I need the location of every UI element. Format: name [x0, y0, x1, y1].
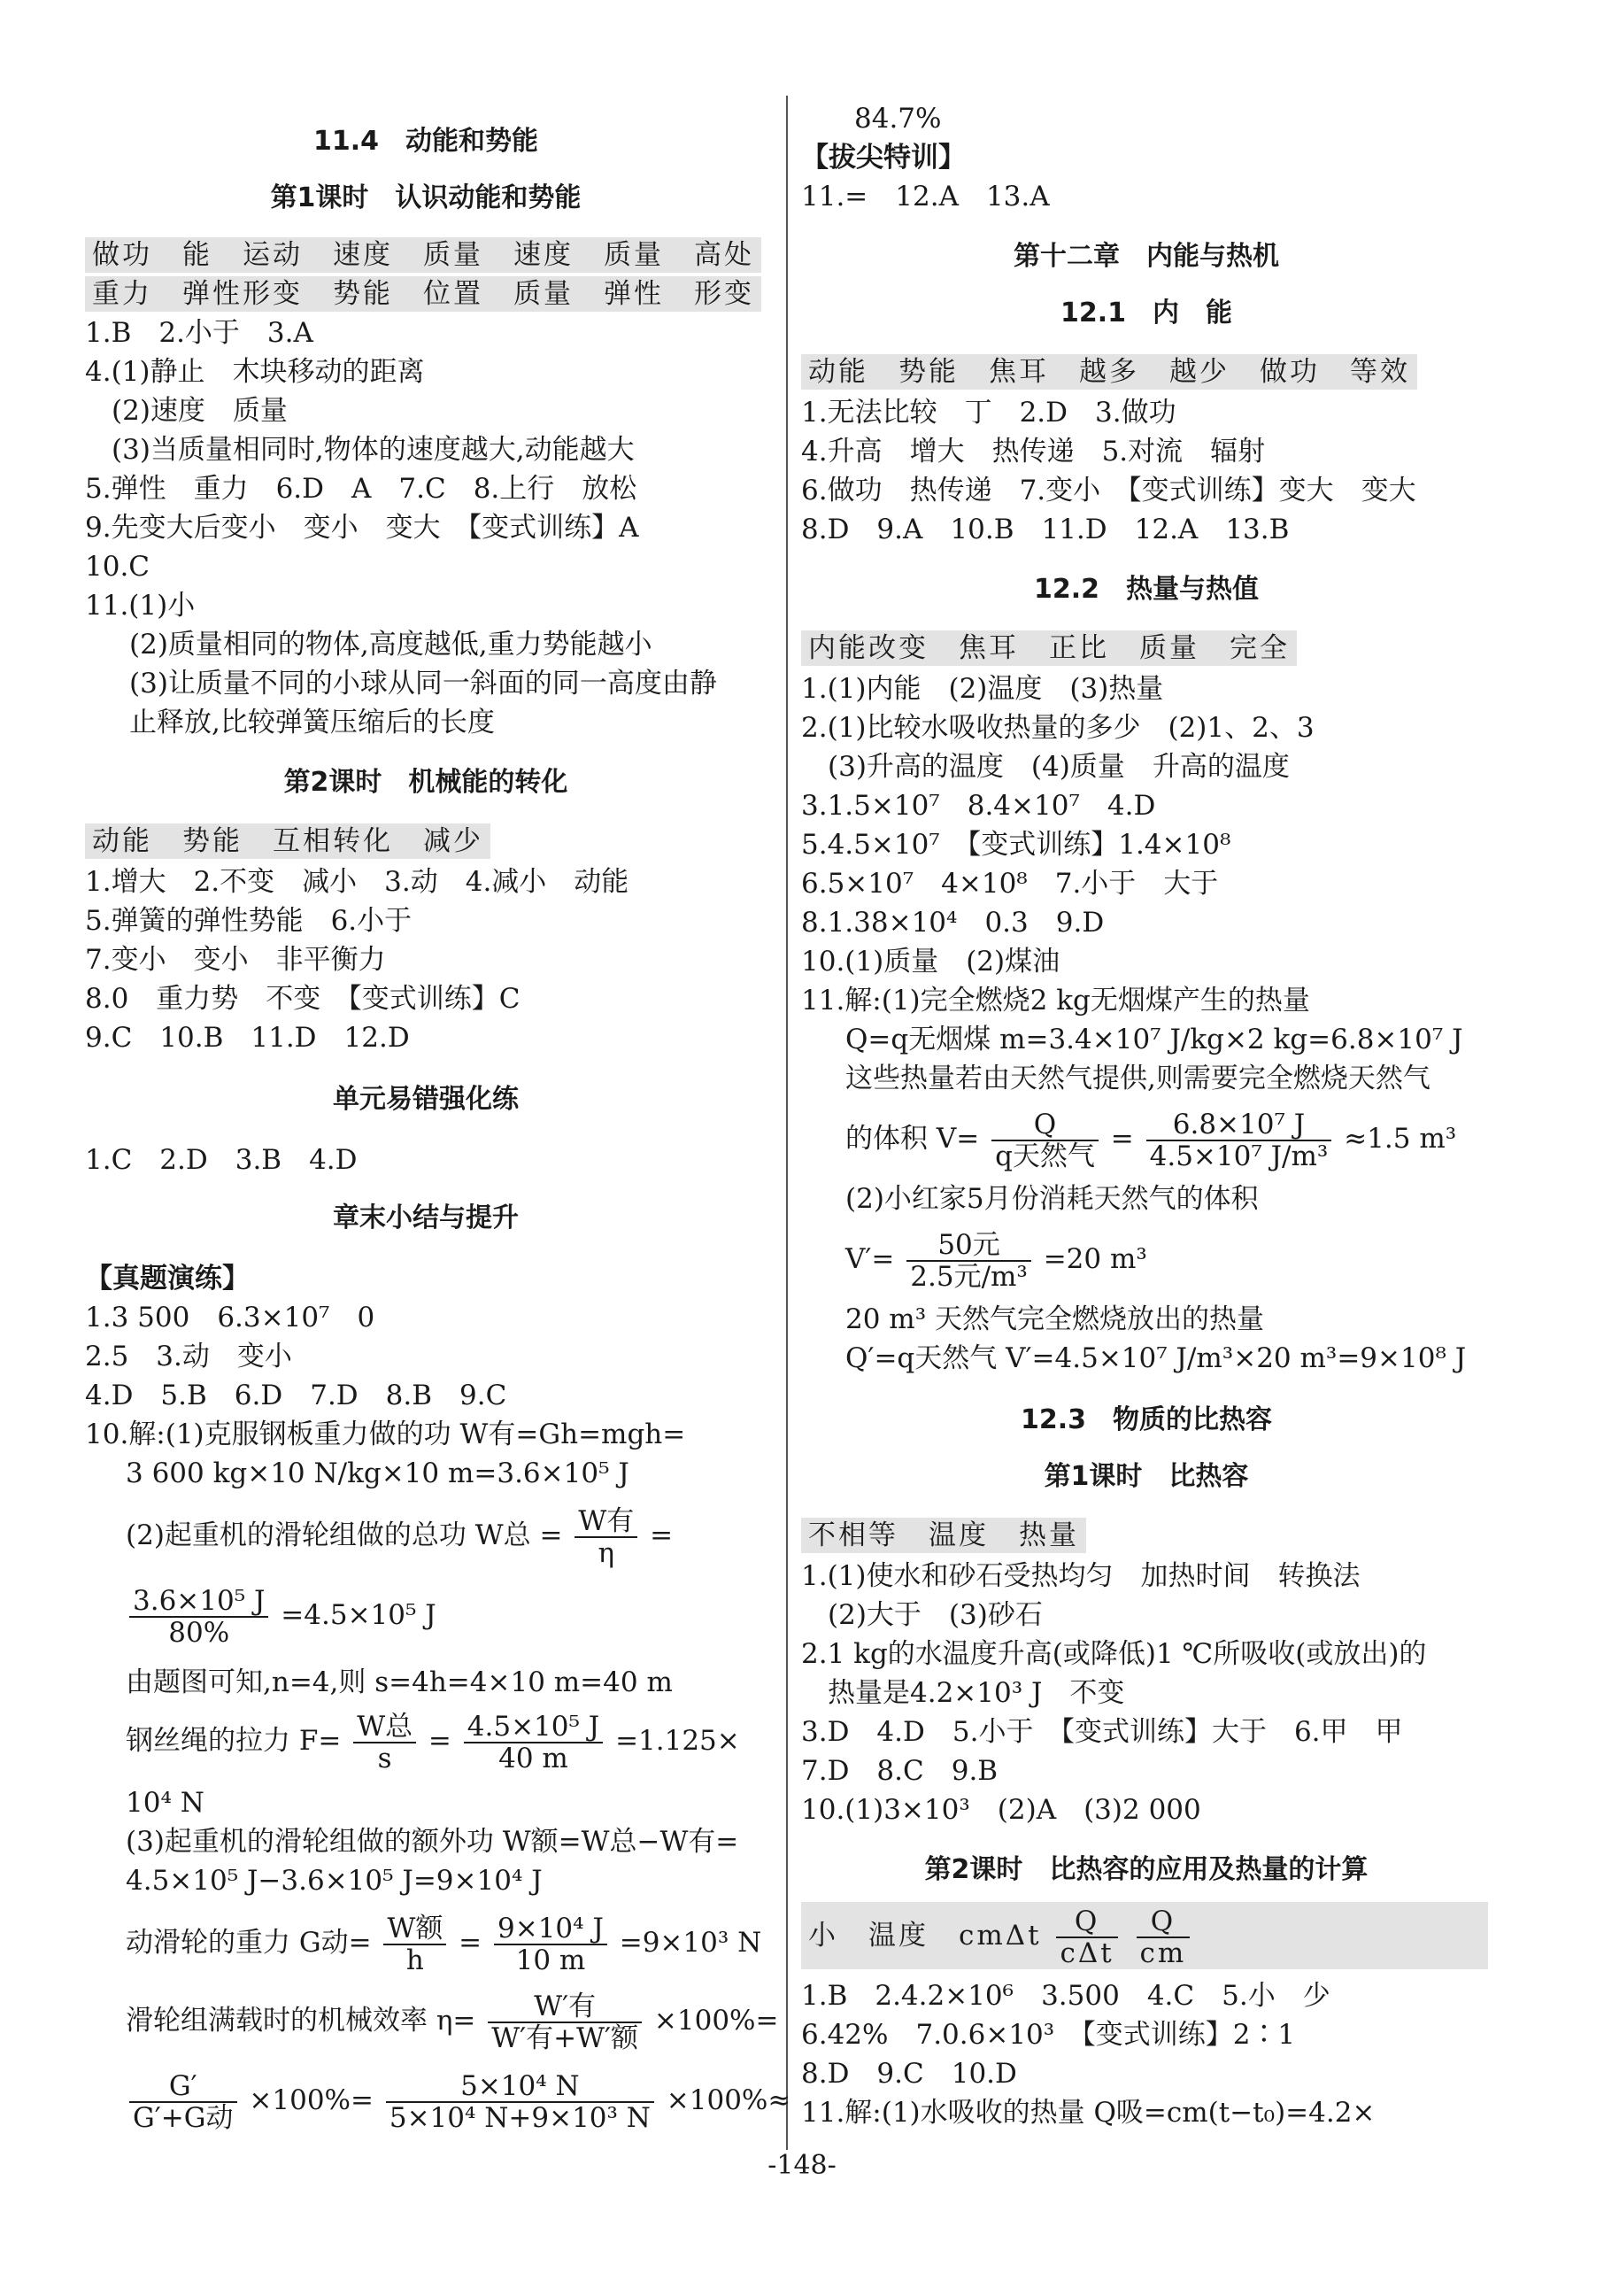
answer-line: 6.做功 热传递 7.变小 【变式训练】变大 变大 [801, 475, 1416, 506]
formula-line: 动滑轮的重力 G动= $\frac{\text{W额}}{h}$ = $\frac{\text{9×10⁴ J}}{10 m}$ =9×10³ N [126, 1912, 762, 1976]
fraction: $\frac{Q}{\text{q天然气}}$ [991, 1109, 1099, 1171]
formula-line: (2)起重机的滑轮组做的总功 W总 = $\frac{\text{W有}}{\eta}$ = [126, 1504, 674, 1569]
answer-line: 7.D 8.C 9.B [801, 1755, 999, 1787]
fraction: $\frac{\text{W有}}{\eta}$ [575, 1506, 637, 1568]
fraction: $\frac{\text{W额}}{h}$ [383, 1913, 446, 1975]
fraction: $\frac{Q}{cm}$ [1137, 1906, 1191, 1968]
lesson-title: 第2课时 机械能的转化 [283, 767, 568, 798]
section-title: 单元易错强化练 [333, 1084, 519, 1115]
section-title-12-3: 12.3 物质的比热容 [1020, 1404, 1273, 1435]
answer-line: 1.增大 2.不变 减小 3.动 4.减小 动能 [85, 866, 629, 898]
answer-line: 2.5 3.动 变小 [85, 1341, 292, 1372]
answer-line: 1.B 2.小于 3.A [85, 317, 313, 349]
keyword-strip: 做功 能 运动 速度 质量 速度 质量 高处 [85, 237, 761, 273]
answer-line: 2.1 kg的水温度升高(或降低)1 ℃所吸收(或放出)的 [801, 1638, 1427, 1670]
answer-line: 8.1.38×10⁴ 0.3 9.D [801, 907, 1105, 939]
lesson-title: 第2课时 比热容的应用及热量的计算 [924, 1854, 1369, 1885]
fraction: $\frac{\text{6.8×10⁷ J}}{\text{4.5×10⁷ J/m³}}$ [1146, 1109, 1332, 1171]
answer-line: 1.C 2.D 3.B 4.D [85, 1144, 358, 1176]
answer-line: 84.7% [854, 103, 942, 135]
answer-line: 11.= 12.A 13.A [801, 181, 1050, 213]
chapter-title: 第十二章 内能与热机 [1014, 241, 1279, 272]
answer-line: 20 m³ 天然气完全燃烧放出的热量 [845, 1303, 1264, 1335]
fraction: $\frac{\text{W总}}{s}$ [353, 1712, 416, 1774]
answer-line: 5.弹簧的弹性势能 6.小于 [85, 905, 413, 937]
answer-line: 由题图可知,n=4,则 s=4h=4×10 m=40 m [126, 1666, 673, 1698]
keyword-strip: 动能 势能 焦耳 越多 越少 做功 等效 [801, 354, 1417, 390]
keyword-strip: 内能改变 焦耳 正比 质量 完全 [801, 630, 1297, 666]
answer-line: Q′=q天然气 V′=4.5×10⁷ J/m³×20 m³=9×10⁸ J [845, 1342, 1467, 1374]
answer-line: (2)速度 质量 [112, 395, 288, 427]
fraction: $\frac{\text{4.5×10⁵ J}}{40 m}$ [464, 1712, 603, 1774]
fraction: $\frac{Q}{\text{cΔt}}$ [1056, 1906, 1117, 1968]
answer-line: 热量是4.2×10³ J 不变 [828, 1677, 1125, 1709]
answer-line: 10.(1)3×10³ (2)A (3)2 000 [801, 1794, 1201, 1826]
answer-line: 这些热量若由天然气提供,则需要完全燃烧天然气 [845, 1063, 1430, 1094]
answer-line: 8.0 重力势 不变 【变式训练】C [85, 983, 521, 1015]
answer-line: 1.无法比较 丁 2.D 3.做功 [801, 397, 1176, 429]
keyword-strip: 重力 弹性形变 势能 位置 质量 弹性 形变 [85, 276, 761, 312]
answer-line: 5.弹性 重力 6.D A 7.C 8.上行 放松 [85, 473, 637, 505]
formula-line: $\frac{G'}{\text{G′+G动}}$ ×100%= $\frac{\text{5×10⁴ N}}{\text{5×10⁴ N+9×10³ N}}$ ×100%≈ [126, 2065, 790, 2136]
answer-line: 4.D 5.B 6.D 7.D 8.B 9.C [85, 1380, 507, 1411]
answer-line: 1.(1)内能 (2)温度 (3)热量 [801, 673, 1164, 705]
answer-line: 11.(1)小 [85, 590, 196, 622]
answer-line: 8.D 9.A 10.B 11.D 12.A 13.B [801, 514, 1290, 545]
formula-line: 的体积 V= $\frac{Q}{\text{q天然气}}$ = $\frac{\text{6.8×10⁷ J}}{\text{4.5×10⁷ J/m³}}$ ≈1.5 m³ [845, 1108, 1457, 1172]
section-title-11-4: 11.4 动能和势能 [312, 126, 539, 157]
page-number: -148- [767, 2150, 837, 2181]
section-title-12-1: 12.1 内 能 [1060, 298, 1233, 329]
answer-line: 4.(1)静止 木块移动的距离 [85, 356, 425, 388]
answer-line: Q=q无烟煤 m=3.4×10⁷ J/kg×2 kg=6.8×10⁷ J [845, 1024, 1463, 1055]
answer-line: 10.解:(1)克服钢板重力做的功 W有=Gh=mgh= [85, 1419, 686, 1450]
answer-line: (2)大于 (3)砂石 [828, 1599, 1043, 1631]
keyword-strip: 小 温度 cmΔt $\frac{Q}{\text{cΔt}}$ $\frac{Q}{cm}$ [801, 1902, 1488, 1969]
answer-line: 1.3 500 6.3×10⁷ 0 [85, 1302, 375, 1334]
answer-line: 10.C [85, 551, 150, 583]
answer-line: 5.4.5×10⁷ 【变式训练】1.4×10⁸ [801, 829, 1231, 861]
answer-line: 10.(1)质量 (2)煤油 [801, 946, 1060, 978]
keyword-strip: 动能 势能 互相转化 减少 [85, 823, 490, 859]
column-divider [786, 96, 788, 2150]
formula-line: 钢丝绳的拉力 F= $\frac{\text{W总}}{s}$ = $\frac{\text{4.5×10⁵ J}}{40 m}$ =1.125× [126, 1710, 740, 1774]
answer-line: 2.(1)比较水吸收热量的多少 (2)1、2、3 [801, 712, 1315, 744]
section-title-12-2: 12.2 热量与热值 [1033, 574, 1260, 605]
fraction: $\frac{\text{50元}}{\text{2.5元/m³}}$ [906, 1230, 1031, 1292]
answer-line: 3 600 kg×10 N/kg×10 m=3.6×10⁵ J [126, 1457, 629, 1489]
subsection-title: 【真题演练】 [85, 1263, 250, 1295]
answer-line: 3.1.5×10⁷ 8.4×10⁷ 4.D [801, 790, 1156, 822]
fraction: $\frac{\text{5×10⁴ N}}{\text{5×10⁴ N+9×10³ N}}$ [386, 2071, 654, 2133]
answer-line: (2)质量相同的物体,高度越低,重力势能越小 [129, 629, 652, 661]
formula-line: $\frac{\text{3.6×10⁵ J}}{80\%}$ =4.5×10⁵ J [126, 1580, 436, 1650]
answer-line: (3)让质量不同的小球从同一斜面的同一高度由静 [129, 668, 717, 700]
answer-line: 4.5×10⁵ J−3.6×10⁵ J=9×10⁴ J [126, 1865, 543, 1897]
answer-line: 10⁴ N [126, 1787, 204, 1819]
answer-line: 6.5×10⁷ 4×10⁸ 7.小于 大于 [801, 868, 1219, 900]
fraction: $\frac{\text{9×10⁴ J}}{10 m}$ [494, 1913, 607, 1975]
keyword-strip: 不相等 温度 热量 [801, 1518, 1086, 1553]
answer-line: 11.解:(1)水吸收的热量 Q吸=cm(t−t₀)=4.2× [801, 2097, 1376, 2129]
answer-line: 1.(1)使水和砂石受热均匀 加热时间 转换法 [801, 1560, 1361, 1592]
answer-line: 9.C 10.B 11.D 12.D [85, 1022, 410, 1054]
answer-line: 止释放,比较弹簧压缩后的长度 [129, 707, 495, 738]
answer-line: 3.D 4.D 5.小于 【变式训练】大于 6.甲 甲 [801, 1716, 1403, 1748]
fraction: $\frac{G'}{\text{G′+G动}}$ [129, 2071, 237, 2133]
answer-line: 1.B 2.4.2×10⁶ 3.500 4.C 5.小 少 [801, 1980, 1330, 2012]
answer-line: 8.D 9.C 10.D [801, 2058, 1017, 2090]
answer-line: (2)小红家5月份消耗天然气的体积 [845, 1183, 1259, 1215]
lesson-title: 第1课时 比热容 [1044, 1461, 1249, 1492]
answer-line: 6.42% 7.0.6×10³ 【变式训练】2∶1 [801, 2019, 1296, 2051]
subsection-title: 【拔尖特训】 [801, 142, 966, 174]
fraction: $\frac{\text{W′有}}{\text{W′有+W′额}}$ [488, 1991, 642, 2053]
answer-line: 9.先变大后变小 变小 变大 【变式训练】A [85, 512, 639, 544]
answer-line: (3)当质量相同时,物体的速度越大,动能越大 [112, 434, 635, 466]
fraction: $\frac{\text{3.6×10⁵ J}}{80\%}$ [129, 1586, 268, 1648]
answer-line: (3)升高的温度 (4)质量 升高的温度 [828, 751, 1290, 783]
formula-line: V′= $\frac{\text{50元}}{\text{2.5元/m³}}$ =20 m³ [845, 1228, 1147, 1293]
answer-line: (3)起重机的滑轮组做的额外功 W额=W总−W有= [126, 1826, 739, 1858]
lesson-title: 第1课时 认识动能和势能 [270, 182, 582, 213]
answer-line: 4.升高 增大 热传递 5.对流 辐射 [801, 436, 1266, 468]
answer-line: 7.变小 变小 非平衡力 [85, 944, 386, 976]
formula-line: 滑轮组满载时的机械效率 η= $\frac{\text{W′有}}{\text{W′有+W′额}}$ ×100%= [126, 1990, 779, 2054]
section-title: 章末小结与提升 [333, 1202, 519, 1233]
answer-line: 11.解:(1)完全燃烧2 kg无烟煤产生的热量 [801, 985, 1310, 1017]
